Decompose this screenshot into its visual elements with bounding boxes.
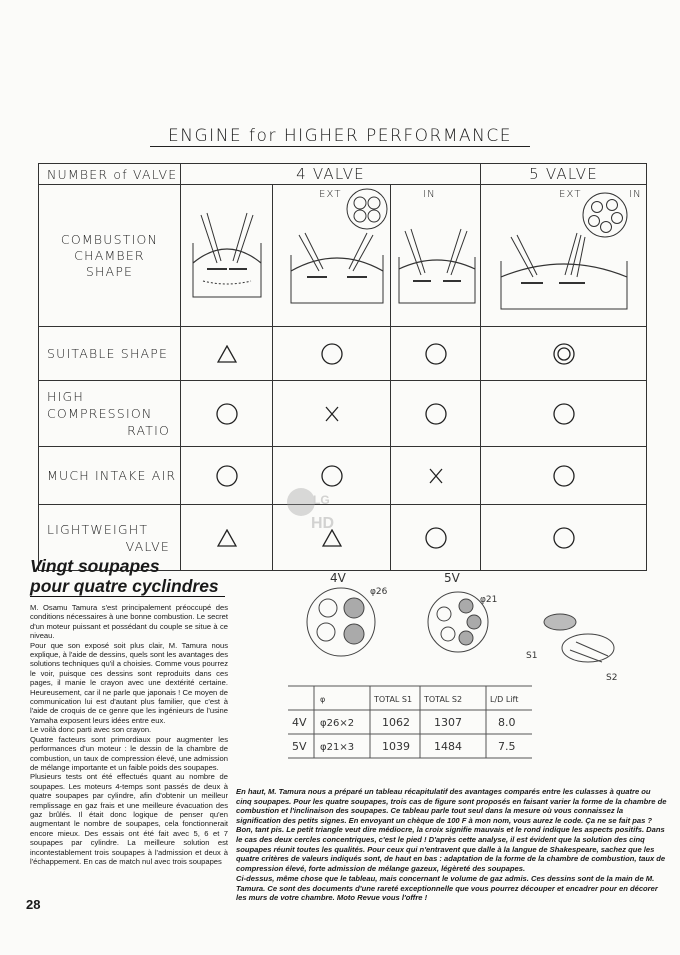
- article-title-rule: [30, 596, 225, 597]
- mark-circle: [181, 381, 273, 447]
- mark-circle: [481, 381, 647, 447]
- in-label: IN: [629, 189, 642, 200]
- paragraph: Pour que son exposé soit plus clair, M. Tamura nous explique, à l'aide de dessins, quels sont les avantages des solutions techniques qu'il a choisies. Comme vous pourrez le voir, puisque ces dessins sont reproduits dans ces pages, il manie le crayon avec une dextérité certaine. Heureusement, car il ne parle que japonais ! Ce moyen de communication lui est d'autant plus familier, que c'est à l'aide de croquis de ce genre que les ingénieurs de l'usine Yamaha exposent leurs idées entre eux.: [30, 640, 228, 725]
- row-label-suitable-shape: SUITABLE SHAPE: [39, 327, 181, 381]
- sketch-cell: 7.5: [498, 740, 516, 753]
- label-line: LIGHTWEIGHT: [47, 521, 149, 537]
- chamber-sketch-5v: [481, 185, 647, 327]
- mark-triangle: [181, 327, 273, 381]
- mark-cross: [273, 381, 391, 447]
- sketch-s2: S2: [606, 673, 618, 683]
- row-label-much-intake-air: MUCH INTAKE AIR: [39, 447, 181, 505]
- sketch-cell: 1307: [434, 716, 462, 729]
- sketch-header-lift: L/D Lift: [490, 695, 519, 704]
- header-4-valve: 4 VALVE: [181, 164, 481, 185]
- title-underline: [150, 146, 530, 147]
- article-title: [30, 556, 230, 596]
- paragraph: Le voilà donc parti avec son crayon.: [30, 725, 152, 735]
- caption-table: En haut, M. Tamura nous a préparé un tableau récapitulatif des avantages comparés entre les culasses à quatre ou cinq soupapes. Pour les quatre soupapes, trois cas de figure sont proposés en faisant varier la forme de la chambre de combustion et l'inclinaison des soupapes. Ce tableau parle tout seul dans la mesure où vous connaissez la signification des petits signes. En envoyant un chèque de 100 F à mon nom, vous aurez le code. Ça ne se fait pas ? Bon, tant pis. Le petit triangle veut dire médiocre, la croix signifie mauvais et le rond indique les aspects positifs. Dans le cas des deux cercles concentriques, c'est le pied ! D'après cette analyse, il est évident que la solution des cinq soupapes réunit toutes les qualités. Pour ceux qui n'entravent que dalle à la langue de Shakespeare, sachez que les quatre critères de valeurs indiqués sont, de haut en bas : adaptation de la forme de la chambre de combustion, taux de compression élevé, forte admission de mélange gazeux, légèreté des soupapes.: [236, 787, 667, 873]
- sketch-phi26: φ26: [370, 587, 388, 597]
- sketch-cell: 1484: [434, 740, 462, 753]
- svg-text:LG: LG: [313, 493, 330, 507]
- valve-sketch: [236, 568, 666, 778]
- label-line: RATIO: [127, 423, 170, 438]
- mark-circle: [391, 327, 481, 381]
- mark-circle: [481, 505, 647, 571]
- label-line: COMPRESSION: [47, 406, 153, 421]
- article-body: [30, 603, 228, 866]
- mark-circle: [391, 381, 481, 447]
- chamber-label-line: SHAPE: [85, 263, 134, 279]
- sketch-s1: S1: [526, 651, 538, 661]
- label-line: HIGH: [47, 389, 84, 404]
- sketch-cell: φ26×2: [320, 718, 355, 729]
- paragraph: Quatre facteurs sont primordiaux pour augmenter les performances d'un moteur : le dessin de la chambre de combustion, un taux de compression élevé, une admission de mélange importante et un faible poids des soupapes.: [30, 734, 228, 772]
- page-title: ENGINE for HIGHER PERFORMANCE: [168, 126, 512, 146]
- chamber-label-line: CHAMBER: [74, 247, 145, 263]
- sketch-cell: 1039: [382, 740, 410, 753]
- article-title-line: Vingt soupapes: [30, 556, 160, 576]
- sketch-header-total-s2: TOTAL S2: [424, 695, 463, 704]
- mark-circle: [481, 447, 647, 505]
- sketch-cell: 5V: [292, 740, 307, 753]
- in-label: IN: [423, 189, 436, 200]
- ext-label: EXT: [319, 189, 342, 200]
- header-number-of-valve: NUMBER of VALVE: [39, 164, 181, 185]
- caption-sketch: Ci-dessus, même chose que le tableau, mais concernant le volume de gaz admis. Ces dessins sont de la main de M. Tamura. Ce sont des documents d'une rareté exceptionnelle que vous pourrez découper et encadrer pour en décorer les murs de votre chambre. Moto Revue vous l'offre !: [236, 874, 658, 903]
- chamber-sketch-4v-c: [391, 185, 481, 327]
- sketch-label-4v: 4V: [330, 571, 346, 585]
- label-line: VALVE: [125, 538, 170, 554]
- mark-circle: [273, 327, 391, 381]
- sketch-header-total-s1: TOTAL S1: [374, 695, 413, 704]
- mark-circle: [181, 447, 273, 505]
- svg-text:HD: HD: [311, 515, 335, 532]
- chamber-sketch-4v-a: [181, 185, 273, 327]
- sketch-label-5v: 5V: [444, 571, 460, 585]
- sketch-cell: 1062: [382, 716, 410, 729]
- page-number: 28: [26, 897, 41, 912]
- sketch-cell: 8.0: [498, 716, 516, 729]
- row-label-high-compression: [39, 381, 181, 447]
- mark-cross: [391, 447, 481, 505]
- row-label-combustion-chamber: [39, 185, 181, 327]
- chamber-sketch-4v-b: [273, 185, 391, 327]
- header-5-valve: 5 VALVE: [481, 164, 647, 185]
- mark-double-circle: [481, 327, 647, 381]
- sketch-cell: 4V: [292, 716, 307, 729]
- sketch-phi21: φ21: [480, 595, 498, 605]
- paragraph: M. Osamu Tamura s'est principalement préoccupé des conditions nécessaires à une bonne combustion. Le secret d'un moteur puissant et possédant du couple se situe à ce niveau.: [30, 603, 228, 641]
- sketch-cell: φ21×3: [320, 742, 355, 753]
- watermark-logo: [283, 484, 343, 539]
- paragraph: Plusieurs tests ont été effectués quant au nombre de soupapes. Les moteurs 4-temps sont passés de deux à quatre soupapes par cylindre, afin d'obtenir un meilleur remplissage en gaz frais et une meilleure évacuation des gaz brûlés. Il était donc logique de penser qu'en augmentant le nombre de soupapes, cela fonctionnerait encore mieux. Des essais ont été fait avec 5, 6 et 7 soupapes par cylindre. La meilleure solution est incontestablement trois soupapes à l'admission et deux à l'échappement. En cas de match nul avec trois soupapes: [30, 772, 228, 866]
- ext-label: EXT: [559, 189, 582, 200]
- article-title-line: pour quatre cyclindres: [30, 576, 219, 596]
- mark-circle: [391, 505, 481, 571]
- chamber-label-line: COMBUSTION: [60, 231, 159, 247]
- sketch-header-phi: φ: [320, 695, 326, 704]
